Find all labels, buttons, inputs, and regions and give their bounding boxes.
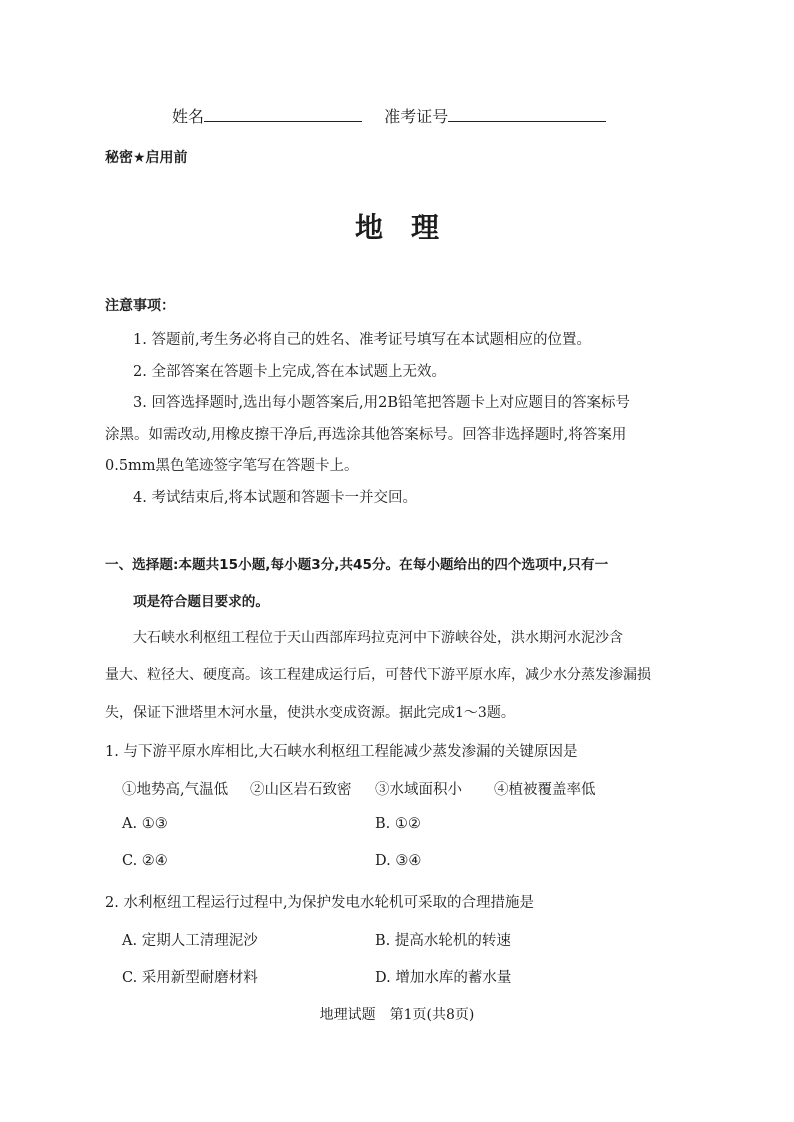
section-heading-line2: 项是符合题目要求的。 [133,594,269,610]
section-heading-line1: 一、选择题:本题共15小题,每小题3分,共45分。在每小题给出的四个选项中,只有一 [105,557,609,573]
name-label: 姓名 [172,107,205,126]
note-item-4: 4. 考试结束后,将本试题和答题卡一并交回。 [133,490,418,506]
notes-heading: 注意事项： [105,298,175,314]
q1-item-4: ④植被覆盖率低 [494,782,596,798]
name-blank[interactable] [204,107,362,122]
page-footer: 地理试题 第1页(共8页) [319,1007,475,1023]
candidate-info-row [172,104,606,127]
q1-item-1: ①地势高,气温低 [122,782,229,798]
q1-stem: 1. 与下游平原水库相比,大石峡水利枢纽工程能减少蒸发渗漏的关键原因是 [105,744,578,760]
note-item-3-cont: 涂黑。如需改动,用橡皮擦干净后,再选涂其他答案标号。回答非选择题时,将答案用 [105,427,627,443]
note-item-3-cont2: 0.5mm黑色笔迹签字笔写在答题卡上。 [105,458,359,474]
id-blank[interactable] [448,107,606,122]
q1-item-2: ②山区岩石致密 [250,782,352,798]
note-item-1: 1. 答题前,考生务必将自己的姓名、准考证号填写在本试题相应的位置。 [133,332,592,348]
id-label: 准考证号 [384,107,449,126]
q1-option-a[interactable]: A. ①③ [122,816,168,832]
passage-line-3: 失，保证下泄塔里木河水量，使洪水变成资源。据此完成1～3题。 [105,705,515,721]
q2-option-c[interactable]: C. 采用新型耐磨材料 [122,970,258,986]
q1-option-c[interactable]: C. ②④ [122,853,168,869]
page-title: 地 理 [354,211,439,244]
q1-option-b[interactable]: B. ①② [375,816,421,832]
q1-option-d[interactable]: D. ③④ [375,853,422,869]
q2-option-a[interactable]: A. 定期人工清理泥沙 [122,933,258,949]
note-item-2: 2. 全部答案在答题卡上完成,答在本试题上无效。 [133,364,447,380]
passage-line-2: 量大、粒径大、硬度高。该工程建成运行后，可替代下游平原水库，减少水分蒸发渗漏损 [105,667,651,683]
secret-mark: 秘密★启用前 [105,150,188,166]
q2-option-d[interactable]: D. 增加水库的蓄水量 [375,970,512,986]
q1-item-3: ③水域面积小 [375,782,462,798]
passage-line-1: 大石峡水利枢纽工程位于天山西部库玛拉克河中下游峡谷处，洪水期河水泥沙含 [133,630,623,646]
q2-stem: 2. 水利枢纽工程运行过程中,为保护发电水轮机可采取的合理措施是 [105,895,535,911]
q2-option-b[interactable]: B. 提高水轮机的转速 [375,933,511,949]
note-item-3: 3. 回答选择题时,选出每小题答案后,用2B铅笔把答题卡上对应题目的答案标号 [133,395,631,411]
